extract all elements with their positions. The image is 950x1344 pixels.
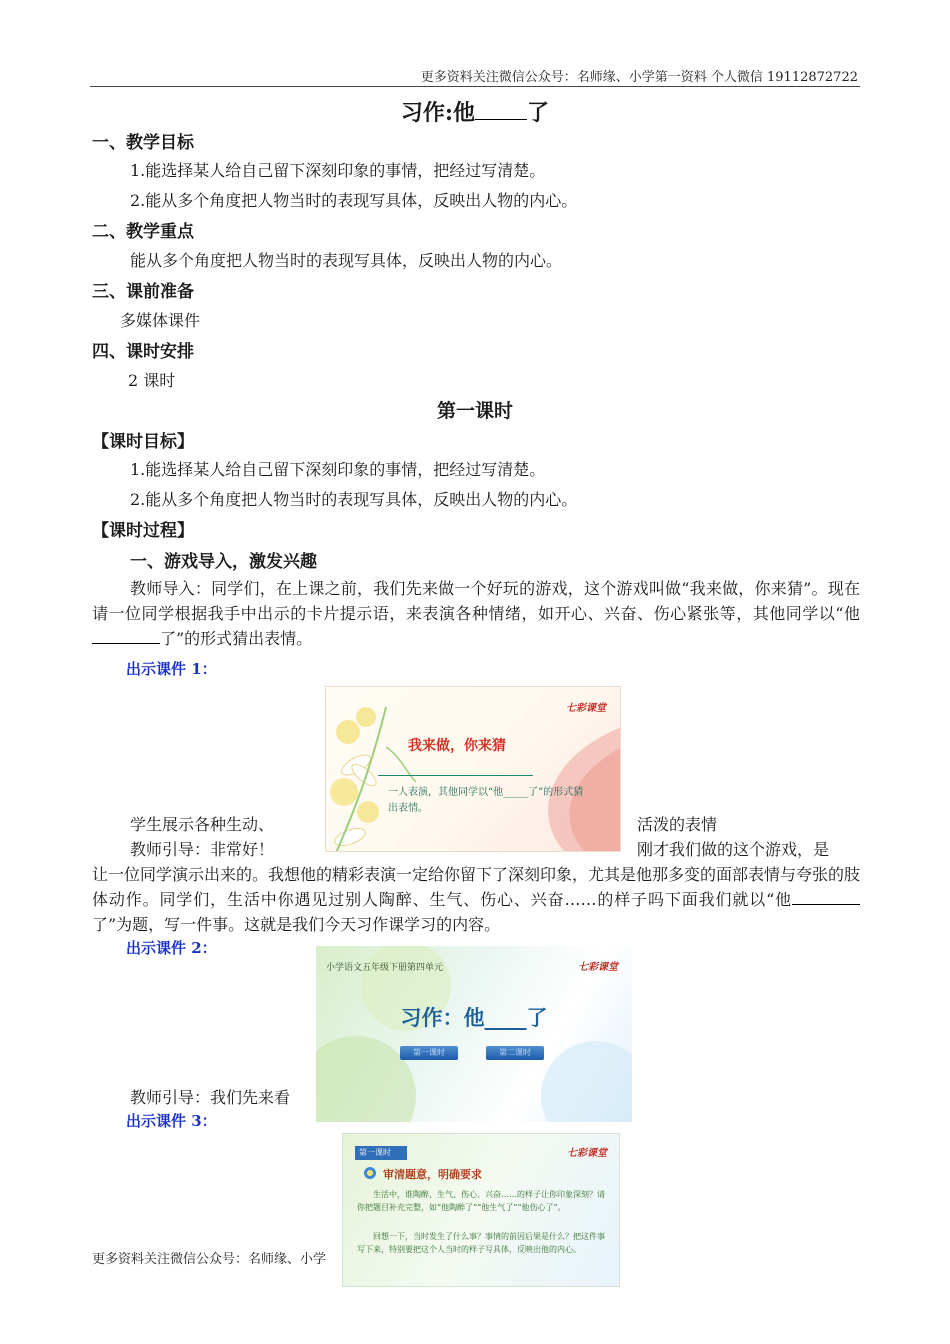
student-text-a: 学生展示各种生动、	[130, 815, 275, 834]
slide-2-title: 习作：他____了	[400, 1005, 548, 1030]
slide-3-heading: 审清题意，明确要求	[383, 1168, 482, 1181]
intro-text-a: 教师导入：同学们，在上课之前，我们先来做一个好玩的游戏，这个游戏叫做“我来做，你来猜”。现在请一位同学根据我手中出示的卡片提示语，来表演各种情绪，如开心、兴奋、伤心紧张等，其他同学以“他	[92, 579, 860, 623]
show-slide-2-label: 出示课件 2：	[126, 939, 217, 957]
slide-3-image	[342, 1133, 620, 1287]
guide-cont-b: 了”为题，写一件事。这就是我们今天习作课学习的内容。	[92, 915, 501, 934]
lesson-title: 第一课时	[436, 400, 513, 422]
schedule-item: 2 课时	[128, 371, 176, 390]
slide-1-title: 我来做，你来猜	[408, 738, 506, 754]
slide-3-paragraph-1: 生活中，谁陶醉、生气、伤心、兴奋……的样子让你印象深刻？请你把题目补充完整，如“他陶醉了”“他生气了”“他伤心了”。	[357, 1190, 605, 1212]
title-suffix: 了	[527, 100, 550, 126]
slide-2-button-lesson1[interactable]: 第一课时	[400, 1046, 458, 1060]
lesson-process-heading: 【课时过程】	[92, 521, 194, 541]
slide-2-logo: 七彩课堂	[578, 962, 618, 973]
guide2-text: 教师引导：我们先来看	[130, 1088, 291, 1107]
guide-text-a: 教师引导：非常好！	[130, 840, 275, 859]
page-footer: 更多资料关注微信公众号：名师缘、小学	[92, 1252, 327, 1267]
intro-text-b: 了”的形式猜出表情。	[160, 629, 313, 648]
section-heading-focus: 二、教学重点	[92, 222, 194, 242]
section-heading-goals: 一、教学目标	[92, 133, 194, 153]
show-slide-3-label: 出示课件 3：	[126, 1112, 217, 1130]
header-divider	[90, 86, 860, 87]
slide-3-logo: 七彩课堂	[567, 1148, 607, 1159]
guide-blank	[792, 904, 860, 905]
document-title	[0, 96, 950, 127]
slide-2-button-lesson2[interactable]: 第二课时	[486, 1046, 544, 1060]
slide-2-top-label: 小学语文五年级下册第四单元	[326, 963, 444, 973]
title-prefix: 习作:他	[400, 100, 476, 126]
guide-paragraph	[92, 862, 860, 937]
slide-2-image	[316, 946, 632, 1122]
guide-cont-a: 让一位同学演示出来的。我想他的精彩表演一定给你留下了深刻印象，尤其是他那多变的面部表情与夸张的肢体动作。同学们，生活中你遇见过别人陶醉、生气、伤心、兴奋……的样子吗下面我们就以“他	[92, 865, 861, 909]
slide-1-image	[325, 686, 621, 852]
lesson-goal-heading: 【课时目标】	[92, 432, 194, 452]
title-blank	[475, 119, 527, 120]
show-slide-1-label: 出示课件 1：	[126, 660, 217, 678]
goal-item-1: 1.能选择某人给自己留下深刻印象的事情，把经过写清楚。	[130, 161, 546, 180]
lesson-goal-2: 2.能从多个角度把人物当时的表现写具体，反映出人物的内心。	[130, 490, 578, 509]
section-heading-schedule: 四、课时安排	[92, 342, 194, 362]
slide-3-paragraph-2: 回想一下，当时发生了什么事？事情的前因后果是什么？把这件事写下来，特别要把这个人当时的样子写具体，反映出他的内心。	[357, 1232, 605, 1254]
slide-1-logo: 七彩课堂	[566, 703, 606, 714]
slide-1-text: 一人表演，其他同学以“他_____了”的形式猜出表情。	[388, 787, 584, 814]
slide-3-bullet-icon	[363, 1166, 377, 1180]
intro-blank	[92, 643, 160, 644]
slide-3-tab[interactable]: 第一课时	[355, 1146, 407, 1160]
intro-paragraph	[92, 576, 860, 651]
step-heading-1: 一、游戏导入，激发兴趣	[130, 552, 317, 572]
prep-item: 多媒体课件	[120, 311, 201, 330]
student-text-b: 活泼的表情	[637, 815, 718, 834]
lesson-goal-1: 1.能选择某人给自己留下深刻印象的事情，把经过写清楚。	[130, 460, 546, 479]
slide-1-rule	[378, 775, 533, 776]
goal-item-2: 2.能从多个角度把人物当时的表现写具体，反映出人物的内心。	[130, 191, 578, 210]
section-heading-prep: 三、课前准备	[92, 282, 194, 302]
focus-item: 能从多个角度把人物当时的表现写具体，反映出人物的内心。	[130, 251, 563, 270]
guide-text-b: 刚才我们做的这个游戏，是	[637, 840, 830, 859]
page-header: 更多资料关注微信公众号：名师缘、小学第一资料 个人微信 19112872722	[420, 70, 858, 85]
